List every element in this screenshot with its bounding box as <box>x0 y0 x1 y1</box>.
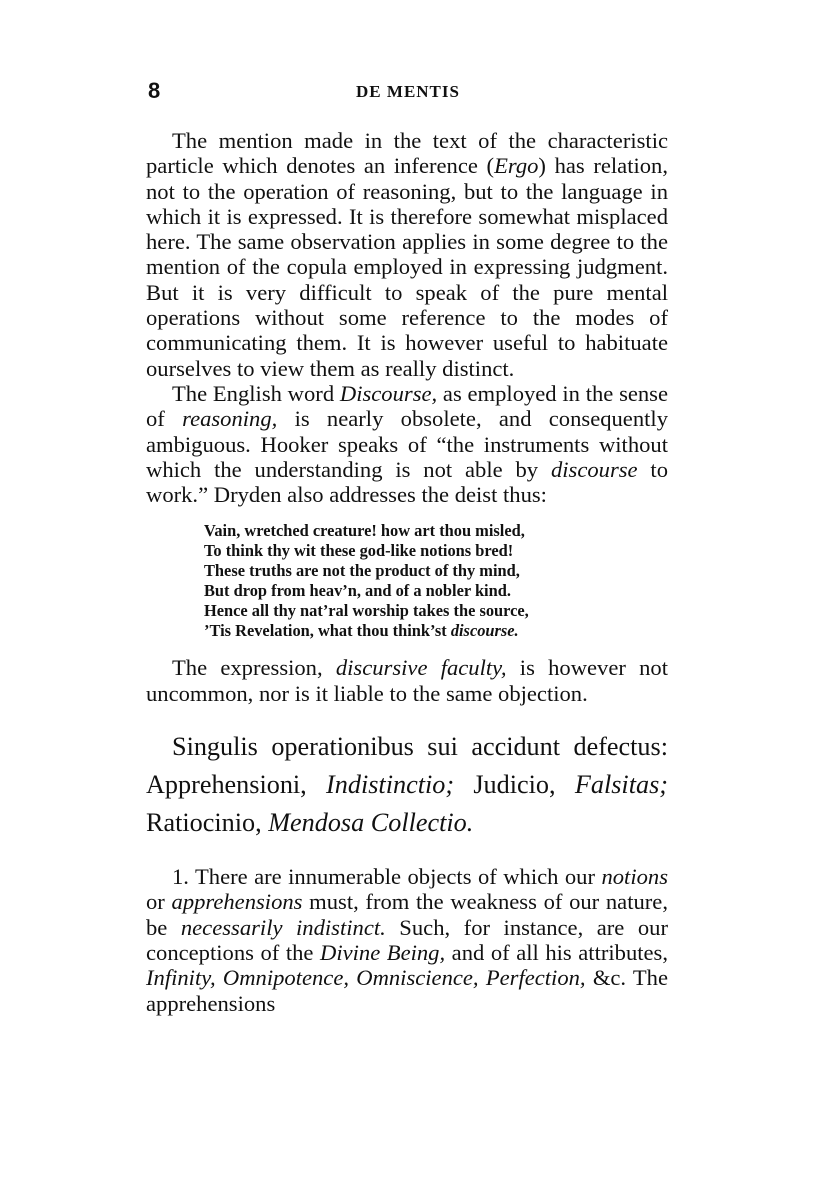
paragraph-objects <box>146 864 668 1016</box>
page-number: 8 <box>148 78 161 103</box>
text-run: must, from the weakness of our nature, be <box>146 889 668 940</box>
italic-term: apprehensions <box>171 889 303 915</box>
italic-term: Infinity, <box>146 965 216 991</box>
quote-line: Hence all thy nat’ral worship takes the source, <box>204 601 529 621</box>
italic-term: Falsitas; <box>574 770 668 800</box>
italic-term: Indistinctio; <box>326 770 455 800</box>
text-run: to work.” Dryden also addresses the deist thus: <box>146 456 668 508</box>
italic-term: discursive faculty, <box>335 655 507 681</box>
text-run: The English word <box>172 380 340 406</box>
text-run: is however not uncommon, nor is it liable to the same objection. <box>146 655 668 706</box>
text-run: 1. There are innumerable objects of which our <box>172 864 602 890</box>
paragraph-inference <box>146 128 668 381</box>
italic-term: Omnipotence, <box>222 965 350 991</box>
italic-term: Discourse, <box>339 380 438 406</box>
text-run: as employed in the sense of <box>146 380 669 432</box>
italic-term: notions <box>601 864 668 890</box>
latin-paragraph <box>146 728 668 842</box>
page-body <box>146 128 668 1016</box>
italic-term: necessarily indistinct. <box>180 914 386 940</box>
quote-line: These truths are not the product of thy mind, <box>204 561 520 581</box>
quote-line: To think thy wit these god-like notions bred! <box>204 541 514 561</box>
latin-text <box>146 728 668 842</box>
italic-term: reasoning, <box>182 406 278 432</box>
dryden-quote <box>204 521 668 641</box>
text-run: is nearly obsolete, and consequently ambiguous. Hooker speaks of “the instruments without which the understanding is not able by <box>146 406 668 482</box>
text-run: ) has relation, not to the operation of reasoning, but to the language in which it is expressed. It is therefore somewhat misplaced here. The same observation applies in some degree to the mention of the copula employed in expressing judgment. But it is very difficult to speak of the pure mental operations without some reference to the modes of communicating them. It is however useful to habituate ourselves to view them as really distinct. <box>146 153 669 381</box>
italic-term: Omniscience, <box>356 965 479 991</box>
text-run <box>479 965 486 990</box>
quote-line <box>204 621 668 641</box>
text-run: &c. The apprehensions <box>146 965 669 1016</box>
text-run <box>216 965 223 990</box>
text-run: Judicio, <box>454 770 575 800</box>
text-run: ’Tis Revelation, what thou think’st <box>204 621 451 641</box>
text-run: Ratiocinio, <box>146 808 269 838</box>
text-run: Singulis operationibus sui accidunt defectus: Apprehensioni, <box>146 732 668 800</box>
italic-term: Perfection, <box>485 965 586 991</box>
text-run: or <box>146 889 172 915</box>
text-run: The expression, <box>172 655 336 681</box>
quote-line: Vain, wretched creature! how art thou misled, <box>204 521 525 541</box>
paragraph-discourse <box>146 381 668 507</box>
italic-term: discourse <box>550 456 638 482</box>
italic-term: Ergo <box>494 153 539 179</box>
text-run: The mention made in the text of the characteristic particle which denotes an inference ( <box>146 128 668 179</box>
page-header <box>148 78 668 108</box>
quote-line: But drop from heav’n, and of a nobler kind. <box>204 581 511 601</box>
running-title: DE MENTIS <box>356 82 460 101</box>
text-run: Such, for instance, are our conceptions of the <box>146 914 668 965</box>
italic-term: Divine Being, <box>320 939 446 965</box>
paragraph-discursive <box>146 655 668 706</box>
italic-term: Mendosa Collectio. <box>268 808 474 838</box>
italic-term: discourse. <box>450 621 519 641</box>
text-run: and of all his attributes, <box>445 939 668 965</box>
